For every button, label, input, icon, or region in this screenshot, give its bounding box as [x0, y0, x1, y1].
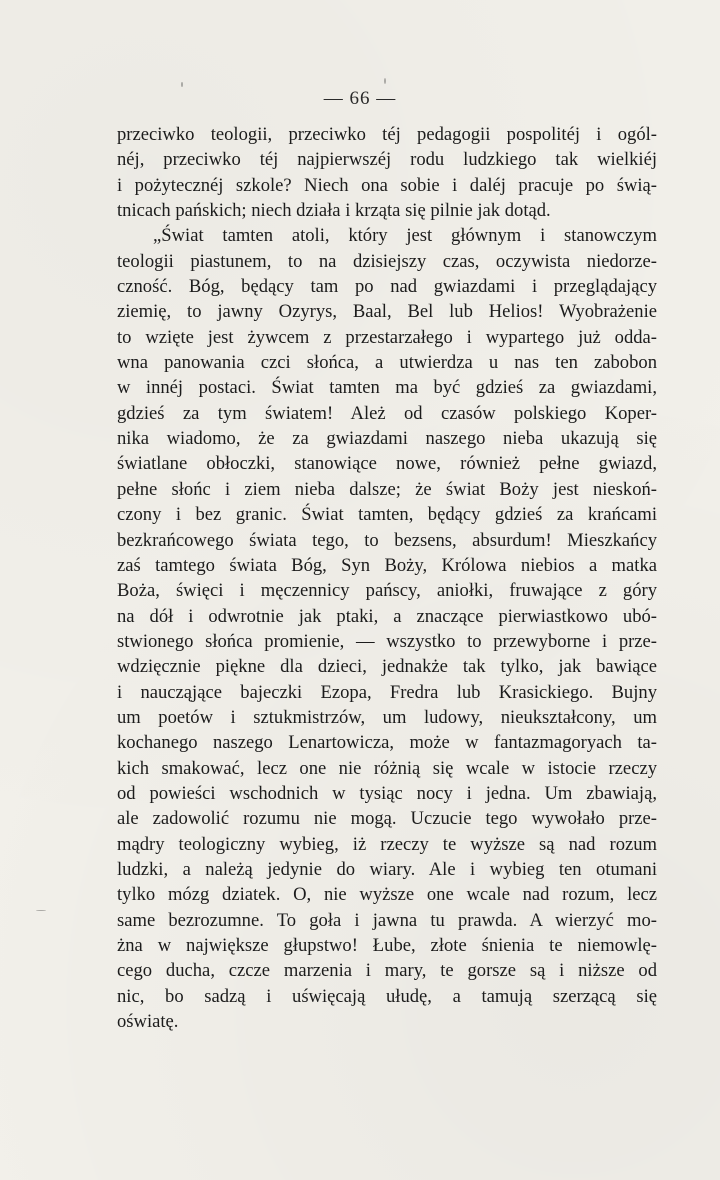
- text-line: kich smakować, lecz one nie różnią się wcale w istocie rzeczy: [117, 757, 657, 779]
- text-line: mądry teologiczny wybieg, iż rzeczy te wyższe są nad rozum: [117, 833, 657, 855]
- text-line: nika wiadomo, że za gwiazdami naszego nieba ukazują się: [117, 428, 657, 450]
- text-line: wdzięcznie piękne dla dzieci, jednakże tak tylko, jak bawiące: [117, 656, 657, 678]
- text-line: „Świat tamten atoli, który jest głównym i stanowczym: [153, 225, 657, 247]
- text-line: same bezrozumne. To goła i jawna tu prawda. A wierzyć mo-: [117, 909, 657, 931]
- text-line: oświatę.: [117, 1011, 179, 1033]
- text-line: tylko mózg dziatek. O, nie wyższe one wcale nad rozum, lecz: [117, 884, 657, 906]
- text-line: czony i bez granic. Świat tamten, będący gdzieś za krańcami: [117, 504, 657, 526]
- ink-speck: [384, 78, 386, 84]
- text-line: w innéj postaci. Świat tamten ma być gdzieś za gwiazdami,: [117, 377, 657, 399]
- text-line: Boża, święci i męczennicy pańscy, aniołki, fruwające z góry: [117, 580, 657, 602]
- text-line: przeciwko teologii, przeciwko téj pedagogii pospolitéj i ogól-: [117, 124, 657, 145]
- text-line: teologii piastunem, to na dzisiejszy czas, oczywista niedorze-: [117, 250, 657, 272]
- text-line: światlane obłoczki, stanowiące nowe, również pełne gwiazd,: [117, 453, 657, 475]
- body-text: [117, 122, 657, 1034]
- text-line: od powieści wschodnich w tysiąc nocy i jedna. Um zbawiają,: [117, 782, 657, 804]
- text-line: na dół i odwrotnie jak ptaki, a znaczące pierwiastkowo ubó-: [117, 605, 657, 627]
- text-line: to wzięte jest żywcem z przestarzałego i wypartego już odda-: [117, 326, 657, 348]
- text-line: czność. Bóg, będący tam po nad gwiazdami i przeglądający: [117, 276, 657, 298]
- text-line: gdzieś za tym światem! Ależ od czasów polskiego Koper-: [117, 402, 657, 424]
- text-line: i pożytecznéj szkole? Niech ona sobie i daléj pracuje po świą-: [117, 174, 657, 196]
- text-line: tnicach pańskich; niech działa i krząta się pilnie jak dotąd.: [117, 200, 551, 222]
- text-line: ale zadowolić rozumu nie mogą. Uczucie tego wywołało prze-: [117, 808, 657, 830]
- text-line: stwionego słońca promienie, — wszystko to przewyborne i prze-: [117, 630, 657, 652]
- text-line: zaś tamtego świata Bóg, Syn Boży, Królowa niebios a matka: [117, 554, 657, 576]
- text-line: kochanego naszego Lenartowicza, może w fantazmagoryach ta-: [117, 732, 657, 754]
- text-line: ziemię, to jawny Ozyrys, Baal, Bel lub Helios! Wyobrażenie: [117, 301, 657, 323]
- ink-speck: [181, 82, 183, 87]
- text-line: bezkrańcowego świata tego, to bezsens, absurdum! Mieszkańcy: [117, 529, 657, 551]
- text-line: um poetów i sztukmistrzów, um ludowy, nieukształcony, um: [117, 706, 657, 728]
- text-line: néj, przeciwko téj najpierwszéj rodu ludzkiego tak wielkiéj: [117, 149, 657, 171]
- page-number-header: — 66 —: [323, 88, 397, 109]
- text-line: pełne słońc i ziem nieba dalsze; że świat Boży jest nieskoń-: [117, 478, 657, 500]
- text-line: żna w największe głupstwo! Łube, złote śnienia te niemowlę-: [117, 935, 657, 956]
- text-line: nic, bo sadzą i uświęcają ułudę, a tamują szerzącą się: [117, 985, 657, 1007]
- text-line: ludzki, a należą jedynie do wiary. Ale i wybieg ten otumani: [117, 858, 657, 880]
- text-line: cego ducha, czcze marzenia i mary, te gorsze są i niższe od: [117, 960, 657, 982]
- text-line: wna panowania czci słońca, a utwierdza u nas ten zabobon: [117, 352, 657, 374]
- text-line: i naucząjące bajeczki Ezopa, Fredra lub Krasickiego. Bujny: [117, 681, 657, 703]
- ink-speck: [36, 910, 46, 911]
